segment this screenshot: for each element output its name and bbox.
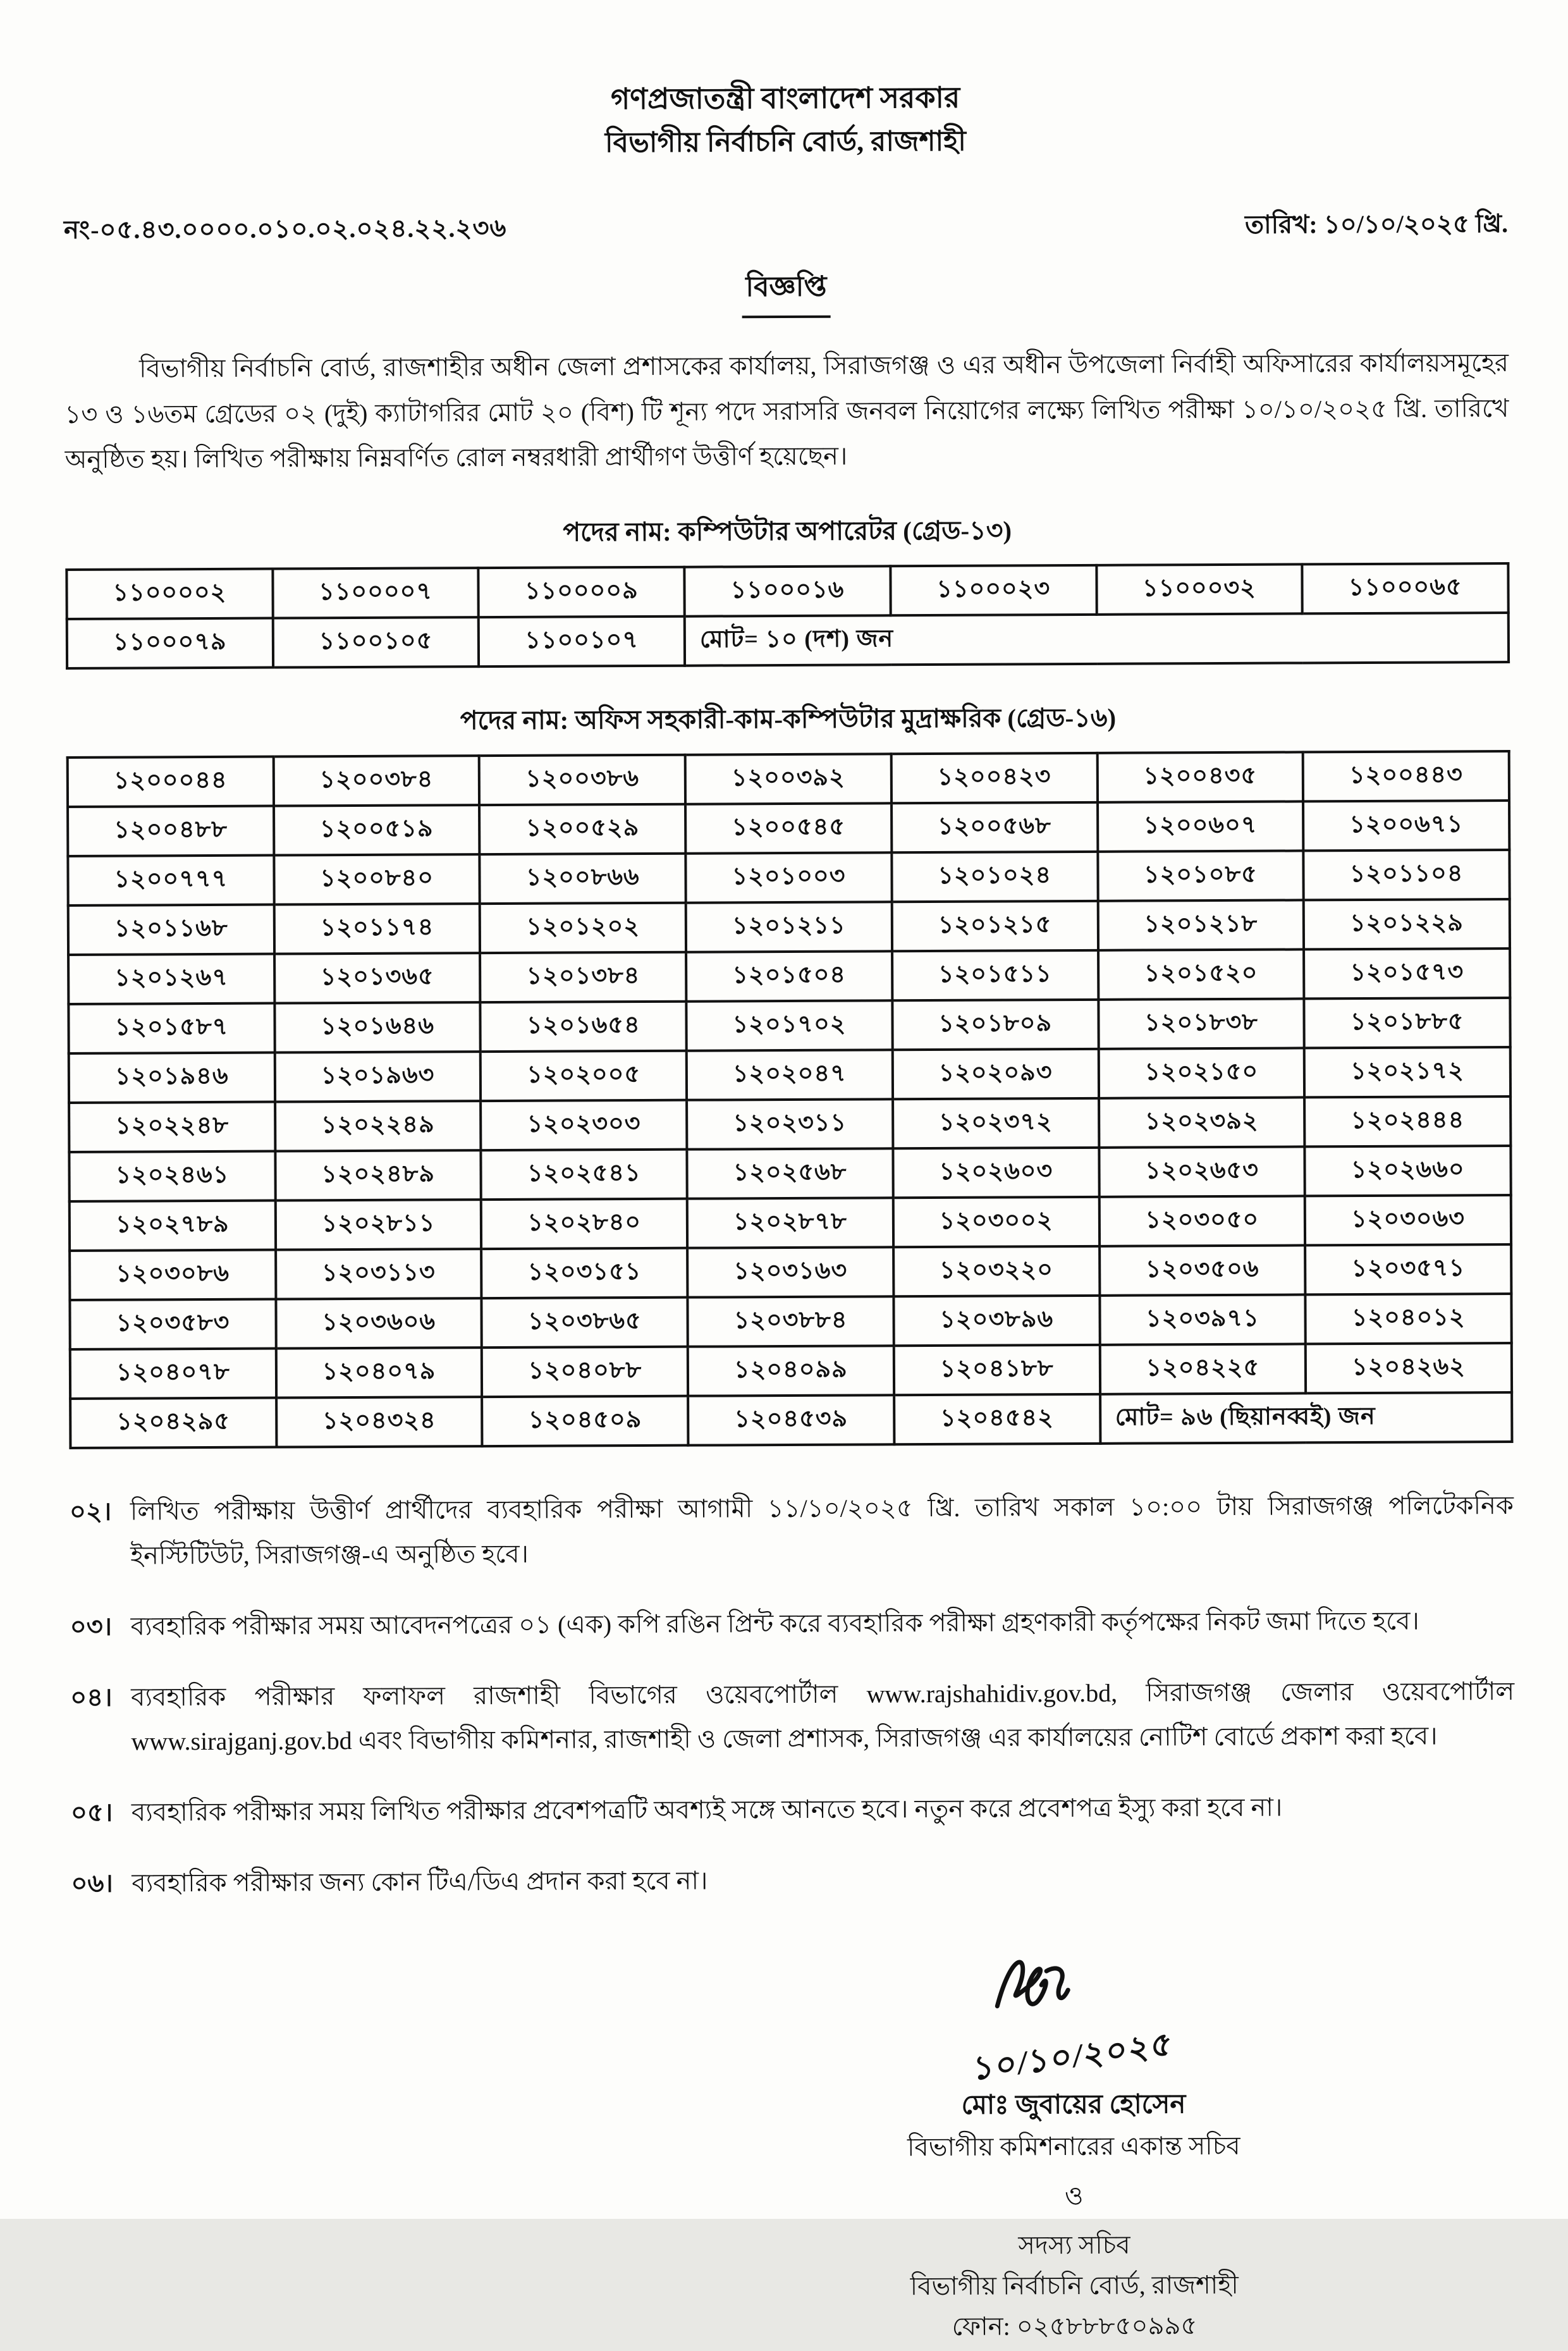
roll-number-cell: ১১০০০০৯ [479, 567, 685, 617]
issue-date: তারিখ: ১০/১০/২০২৫ খ্রি. [1244, 209, 1509, 240]
roll-number-cell: ১২০৪৩২৪ [276, 1397, 482, 1447]
signatory-name: মোঃ জুবায়ের হোসেন [961, 2090, 1186, 2121]
roll-number-cell: ১২০১৮৩৮ [1098, 998, 1304, 1048]
roll-number-cell: ১১০০০৩২ [1096, 564, 1302, 614]
roll-number-cell: ১২০৪৫৪২ [894, 1394, 1100, 1444]
roll-number-cell: ১২০২০৯৩ [893, 1049, 1099, 1099]
signatory-title-1: বিভাগীয় কমিশনারের একান্ত সচিব [907, 2132, 1240, 2162]
roll-number-cell: ১২০৪২৬২ [1306, 1343, 1512, 1393]
roll-number-cell: ১২০৩৬০৬ [276, 1298, 482, 1348]
note-item-05 [71, 1784, 1515, 1835]
roll-number-cell: ১২০৩২২০ [893, 1246, 1099, 1296]
roll-number-cell: ১২০২৬০৩ [893, 1148, 1099, 1198]
roll-table-grade13 [65, 562, 1510, 670]
roll-number-cell: ১২০০৫৪৫ [685, 803, 891, 853]
roll-number-cell: ১২০১৮০৯ [892, 1000, 1098, 1050]
roll-number-cell: ১২০০৮৪০ [274, 854, 480, 904]
roll-number-cell: ১২০৪০৯৯ [688, 1346, 894, 1396]
roll-number-cell: ১২০১৬৪৬ [274, 1002, 481, 1052]
note-text: ব্যবহারিক পরীক্ষার সময় আবেদনপত্রের ০১ (এক) কপি রঙিন প্রিন্ট করে ব্যবহারিক পরীক্ষা গ্রহণকারী কর্তৃপক্ষের নিকট জমা দিতে হবে। [130, 1606, 1419, 1641]
roll-number-cell: ১২০২৮১১ [275, 1200, 481, 1249]
roll-number-cell: ১২০১১৬৮ [68, 905, 274, 955]
roll-number-cell: ১২০৩১৫১ [481, 1248, 687, 1298]
note-number: ০৩। [70, 1612, 113, 1642]
note-text: ব্যবহারিক পরীক্ষার ফলাফল রাজশাহী বিভাগের ওয়েবপোর্টাল www.rajshahidiv.gov.bd, সিরাজগঞ্জ জেলার ওয়েবপোর্টাল www.sirajganj.gov.bd এবং বিভাগীয় কমিশনার, রাজশাহী ও জেলা প্রশাসক, সিরাজগঞ্জ এর কার্যালয়ের নোটিশ বোর্ডে প্রকাশ করা হবে। [131, 1677, 1515, 1756]
total-cell: মোট= ৯৬ (ছিয়ানব্বই) জন [1100, 1392, 1512, 1444]
roll-number-cell: ১২০২২৪৮ [69, 1102, 275, 1152]
roll-row [68, 801, 1509, 856]
roll-row-last [70, 1392, 1512, 1448]
note-number: ০৪। [70, 1683, 113, 1712]
roll-number-cell: ১২০১০৮৫ [1098, 850, 1304, 900]
roll-row [69, 1047, 1510, 1103]
roll-table-grade16-body [68, 751, 1512, 1448]
roll-number-cell: ১২০১২৬৭ [68, 954, 274, 1004]
roll-number-cell: ১২০১১৭৪ [274, 904, 480, 954]
note-item-02 [70, 1483, 1514, 1578]
handwritten-date: ১০/১০/২০২৫ [972, 2025, 1174, 2088]
signatory-title-2: সদস্য সচিব [1018, 2231, 1130, 2260]
roll-number-cell: ১২০৪০৭৯ [276, 1347, 482, 1397]
roll-number-cell: ১২০৪২২৫ [1099, 1344, 1306, 1394]
roll-number-cell: ১২০১৫০৪ [686, 951, 892, 1001]
roll-row [68, 850, 1509, 905]
note-item-06 [71, 1855, 1515, 1906]
roll-number-cell: ১২০১১০৪ [1304, 850, 1510, 900]
roll-number-cell: ১২০২৪৮৯ [275, 1150, 481, 1200]
roll-number-cell: ১২০০৫২৯ [479, 804, 685, 854]
note-text: লিখিত পরীক্ষায় উত্তীর্ণ প্রার্থীদের ব্যবহারিক পরীক্ষা আগামী ১১/১০/২০২৫ খ্রি. তারিখ সকাল ১০:০০ টায় সিরাজগঞ্জ পলিটেকনিক ইনস্টিটিউট, সিরাজগঞ্জ-এ অনুষ্ঠিত হবে। [130, 1491, 1514, 1570]
note-number: ০৫। [70, 1798, 113, 1827]
table1-caption: পদের নাম: কম্পিউটার অপারেটর (গ্রেড-১৩) [563, 515, 1012, 547]
signature-block [763, 1944, 1385, 2348]
roll-number-cell: ১২০২৪৬১ [69, 1151, 275, 1201]
roll-number-cell: ১২০৩০৫০ [1099, 1196, 1305, 1246]
roll-number-cell: ১২০০৩৮৪ [273, 756, 479, 806]
roll-number-cell: ১২০২৪৪৪ [1304, 1096, 1510, 1146]
note-number: ০৬। [71, 1869, 113, 1898]
roll-number-cell: ১২০৩০৬৩ [1305, 1195, 1511, 1245]
roll-number-cell: ১২০৩১১৩ [276, 1249, 482, 1299]
roll-row [68, 899, 1510, 955]
roll-number-cell: ১১০০১০৭ [479, 617, 685, 666]
roll-number-cell: ১২০০৪৮৮ [68, 806, 274, 856]
roll-number-cell: ১২০১০০৩ [685, 852, 891, 902]
roll-number-cell: ১২০১২১১ [686, 902, 892, 952]
roll-number-cell: ১২০৩০০২ [893, 1197, 1099, 1247]
roll-number-cell: ১২০১৬৫৪ [481, 1002, 687, 1052]
roll-number-cell: ১২০৪০৮৮ [482, 1347, 688, 1397]
roll-number-cell: ১২০০৩৯২ [685, 754, 891, 804]
note-text: ব্যবহারিক পরীক্ষার সময় লিখিত পরীক্ষার প্রবেশপত্রটি অবশ্যই সঙ্গে আনতে হবে। নতুন করে প্রবেশপত্র ইস্যু করা হবে না। [131, 1793, 1283, 1827]
roll-number-cell: ১২০১৫১১ [892, 950, 1098, 1000]
roll-row [69, 1146, 1510, 1201]
roll-row [70, 1294, 1511, 1349]
roll-number-cell: ১২০২৩০৩ [481, 1100, 687, 1150]
roll-number-cell: ১২০০৭৭৭ [68, 856, 274, 905]
roll-number-cell: ১২০১২১৮ [1098, 900, 1304, 950]
roll-number-cell: ১২০১৫২০ [1098, 949, 1304, 999]
document-header [63, 73, 1508, 167]
roll-number-cell: ১১০০০০৭ [273, 568, 479, 618]
roll-number-cell: ১২০২১৭২ [1304, 1047, 1510, 1097]
roll-number-cell: ১২০০৩৮৬ [479, 755, 685, 805]
roll-number-cell: ১২০০৪৪৩ [1303, 751, 1509, 801]
signatory-phone: ফোন: ০২৫৮৮৮৫০৯৯৫ [952, 2311, 1197, 2342]
memo-number: নং-০৫.৪৩.০০০০.০১০.০২.০২৪.২২.২৩৬ [63, 214, 507, 245]
roll-number-cell: ১২০২৬৫৩ [1099, 1146, 1305, 1196]
roll-number-cell: ১২০১৯৬৩ [274, 1052, 481, 1102]
roll-number-cell: ১২০০৫৬৮ [891, 802, 1098, 852]
roll-table-grade13-body [66, 563, 1509, 668]
roll-row-last [67, 613, 1509, 668]
roll-number-cell: ১২০৪০৭৮ [70, 1349, 276, 1399]
roll-row [68, 998, 1510, 1053]
roll-number-cell: ১২০৪৫০৯ [482, 1396, 689, 1446]
roll-number-cell: ১২০১৫৭৩ [1304, 948, 1510, 998]
roll-number-cell: ১২০২৩৯২ [1099, 1097, 1305, 1147]
roll-number-cell: ১২০২৫৬৮ [687, 1148, 893, 1198]
roll-row [70, 1244, 1511, 1300]
roll-number-cell: ১২০০৬৭১ [1303, 801, 1509, 850]
roll-number-cell: ১২০৪০১২ [1306, 1294, 1512, 1344]
roll-number-cell: ১২০৩৮৮৪ [688, 1296, 894, 1346]
roll-row [69, 1096, 1510, 1152]
roll-number-cell: ১২০১৮৮৫ [1304, 998, 1510, 1048]
roll-row [70, 1195, 1511, 1251]
roll-number-cell: ১২০১৩৬৫ [274, 953, 481, 1003]
roll-number-cell: ১২০০৬০৭ [1098, 801, 1304, 851]
roll-number-cell: ১২০৪৫৩৯ [688, 1395, 894, 1445]
table2-caption: পদের নাম: অফিস সহকারী-কাম-কম্পিউটার মুদ্রাক্ষরিক (গ্রেড-১৬) [460, 703, 1117, 735]
roll-number-cell: ১২০৩০৮৬ [70, 1250, 276, 1300]
roll-number-cell: ১২০১৯৪৬ [69, 1053, 275, 1103]
roll-number-cell: ১২০১৫৮৭ [68, 1004, 274, 1053]
roll-number-cell: ১২০২৭৮৯ [70, 1201, 276, 1251]
handwritten-signature-icon [972, 1946, 1137, 2029]
note-item-03 [70, 1599, 1514, 1649]
roll-number-cell: ১২০১২০২ [480, 903, 686, 953]
intro-paragraph: বিভাগীয় নির্বাচনি বোর্ড, রাজশাহীর অধীন জেলা প্রশাসকের কার্যালয়, সিরাজগঞ্জ ও এর অধীন উপজেলা নির্বাহী অফিসারের কার্যালয়সমূহের ১৩ ও ১৬তম গ্রেডের ০২ (দুই) ক্যাটাগরির মোট ২০ (বিশ) টি শূন্য পদে সরাসরি জনবল নিয়োগের লক্ষ্যে লিখিত পরীক্ষা ১০/১০/২০২৫ খ্রি. তারিখে অনুষ্ঠিত হয়। লিখিত পরীক্ষায় নিম্নবর্ণিত রোল নম্বরধারী প্রার্থীগণ উত্তীর্ণ হয়েছেন। [64, 348, 1509, 474]
roll-number-cell: ১২০০৪৩৫ [1097, 752, 1303, 802]
roll-number-cell: ১১০০১০৫ [273, 617, 479, 667]
roll-number-cell: ১২০১২২৯ [1304, 899, 1510, 949]
roll-number-cell: ১২০১৭০২ [686, 1000, 892, 1050]
roll-number-cell: ১২০৩৫৮৩ [70, 1299, 276, 1349]
roll-row [68, 948, 1510, 1004]
roll-row [68, 751, 1509, 807]
roll-number-cell: ১২০৩৫০৬ [1099, 1245, 1306, 1295]
note-number: ০২। [69, 1497, 112, 1526]
roll-row [70, 1343, 1512, 1399]
roll-number-cell: ১২০২৩৭২ [893, 1098, 1099, 1148]
roll-number-cell: ১২০১০২৪ [891, 852, 1098, 902]
roll-number-cell: ১২০২৮৪০ [481, 1199, 687, 1249]
roll-number-cell: ১২০২১৫০ [1098, 1048, 1304, 1098]
roll-number-cell: ১২০৩৮৬৫ [482, 1298, 688, 1347]
roll-number-cell: ১২০৪১৮৮ [894, 1345, 1100, 1395]
roll-number-cell: ১২০১৩৮৪ [480, 952, 686, 1002]
notes-section [70, 1483, 1516, 1906]
roll-number-cell: ১১০০০৭৯ [67, 618, 273, 668]
board-title: বিভাগীয় নির্বাচনি বোর্ড, রাজশাহী [604, 126, 967, 159]
roll-number-cell: ১২০২২৪৯ [275, 1101, 481, 1151]
roll-number-cell: ১১০০০২৩ [890, 565, 1096, 615]
notice-title: বিজ্ঞপ্তি [742, 266, 830, 319]
roll-number-cell: ১২০৩৮৯৬ [893, 1296, 1099, 1346]
roll-number-cell: ১২০২০০৫ [481, 1051, 687, 1101]
roll-number-cell: ১২০০৪২৩ [891, 753, 1097, 803]
meta-row [64, 204, 1508, 252]
roll-number-cell: ১২০০০৪৪ [68, 757, 274, 807]
roll-number-cell: ১২০২৬৬০ [1305, 1146, 1511, 1196]
roll-number-cell: ১১০০০১৬ [684, 566, 890, 616]
signatory-conjunction: ও [1064, 2182, 1084, 2211]
roll-row [66, 563, 1508, 619]
note-item-04 [70, 1669, 1515, 1764]
roll-number-cell: ১২০২৩১১ [687, 1099, 893, 1149]
roll-table-grade16 [66, 750, 1514, 1449]
government-title: গণপ্রজাতন্ত্রী বাংলাদেশ সরকার [610, 81, 960, 116]
roll-number-cell: ১২০০৮৬৬ [480, 854, 686, 904]
roll-number-cell: ১২০৩৫৭১ [1305, 1244, 1511, 1294]
roll-number-cell: ১২০৩৯৭১ [1099, 1294, 1306, 1344]
roll-number-cell: ১২০২৫৪১ [481, 1150, 687, 1200]
roll-number-cell: ১২০২০৪৭ [687, 1050, 893, 1100]
roll-number-cell: ১২০০৫১৯ [274, 805, 480, 855]
notice-title-wrap [64, 262, 1508, 321]
roll-number-cell: ১১০০০০২ [66, 569, 273, 619]
signatory-organization: বিভাগীয় নির্বাচনি বোর্ড, রাজশাহী [910, 2271, 1239, 2301]
total-cell: মোট= ১০ (দশ) জন [685, 613, 1509, 666]
roll-number-cell: ১২০৪২৯৫ [70, 1398, 276, 1448]
roll-number-cell: ১১০০০৬৫ [1302, 563, 1509, 613]
page-content [63, 73, 1517, 2351]
roll-number-cell: ১২০২৮৭৮ [687, 1198, 893, 1248]
note-text: ব্যবহারিক পরীক্ষার জন্য কোন টিএ/ডিএ প্রদান করা হবে না। [132, 1866, 708, 1898]
roll-number-cell: ১২০১২১৫ [892, 901, 1098, 951]
roll-number-cell: ১২০৩১৬৩ [687, 1247, 893, 1297]
